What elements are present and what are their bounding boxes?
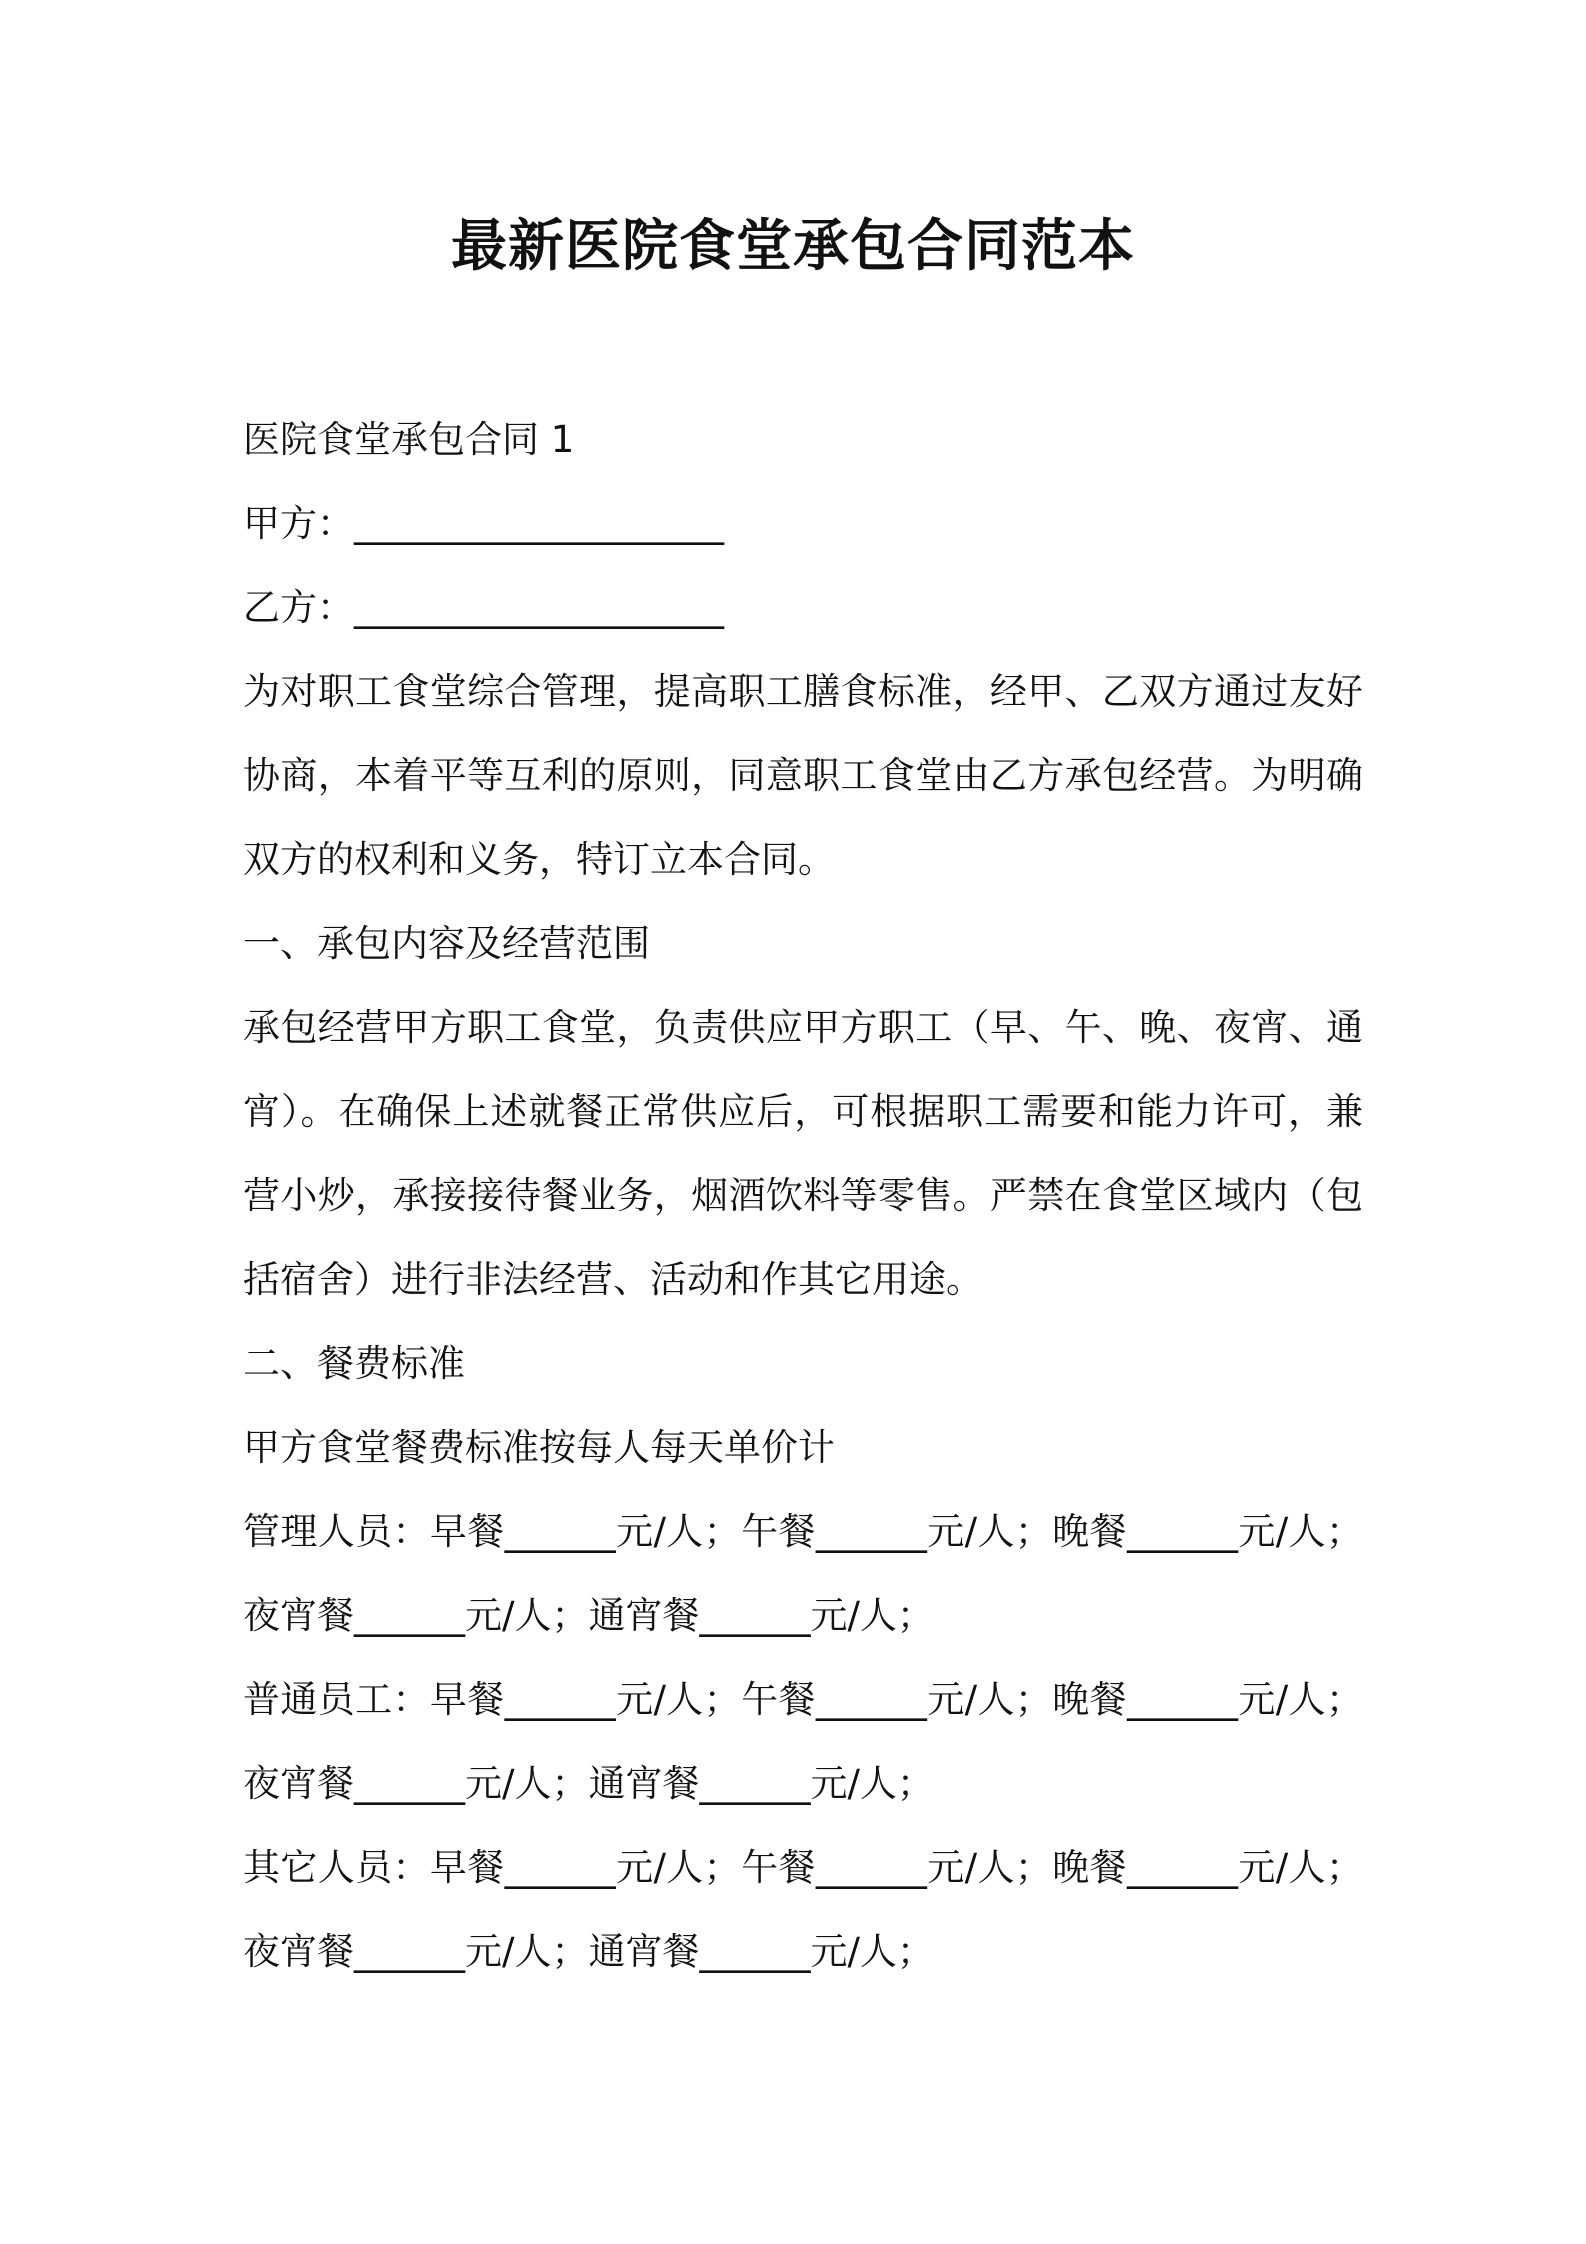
section-1-paragraph: 承包经营甲方职工食堂，负责供应甲方职工（早、午、晚、夜宵、通宵）。在确保上述就餐正常供应后，可根据职工需要和能力许可，兼营小炒，承接接待餐业务，烟酒饮料等零售。严禁在食堂区域内（包括宿舍）进行非法经营、活动和作其它用途。 bbox=[243, 1006, 1363, 1301]
document-body bbox=[243, 398, 1363, 1994]
meal-fee-intro: 甲方食堂餐费标准按每人每天单价计 bbox=[243, 1426, 835, 1469]
party-a-line: 甲方：____________________ bbox=[243, 502, 724, 545]
preamble-paragraph: 为对职工食堂综合管理，提高职工膳食标准，经甲、乙双方通过友好协商，本着平等互利的原则，同意职工食堂由乙方承包经营。为明确双方的权利和义务，特订立本合同。 bbox=[243, 670, 1363, 881]
section-2-heading: 二、餐费标准 bbox=[243, 1342, 465, 1385]
meal-fee-others: 其它人员：早餐______元/人；午餐______元/人；晚餐______元/人；夜宵餐______元/人；通宵餐______元/人； bbox=[243, 1846, 1363, 1973]
contract-heading: 医院食堂承包合同 1 bbox=[243, 418, 575, 461]
meal-fee-managers: 管理人员：早餐______元/人；午餐______元/人；晚餐______元/人；夜宵餐______元/人；通宵餐______元/人； bbox=[243, 1510, 1363, 1637]
document-title: 最新医院食堂承包合同范本 bbox=[451, 214, 1135, 279]
party-b-line: 乙方：____________________ bbox=[243, 586, 724, 629]
meal-fee-staff: 普通员工：早餐______元/人；午餐______元/人；晚餐______元/人；夜宵餐______元/人；通宵餐______元/人； bbox=[243, 1678, 1363, 1805]
section-1-heading: 一、承包内容及经营范围 bbox=[243, 922, 650, 965]
